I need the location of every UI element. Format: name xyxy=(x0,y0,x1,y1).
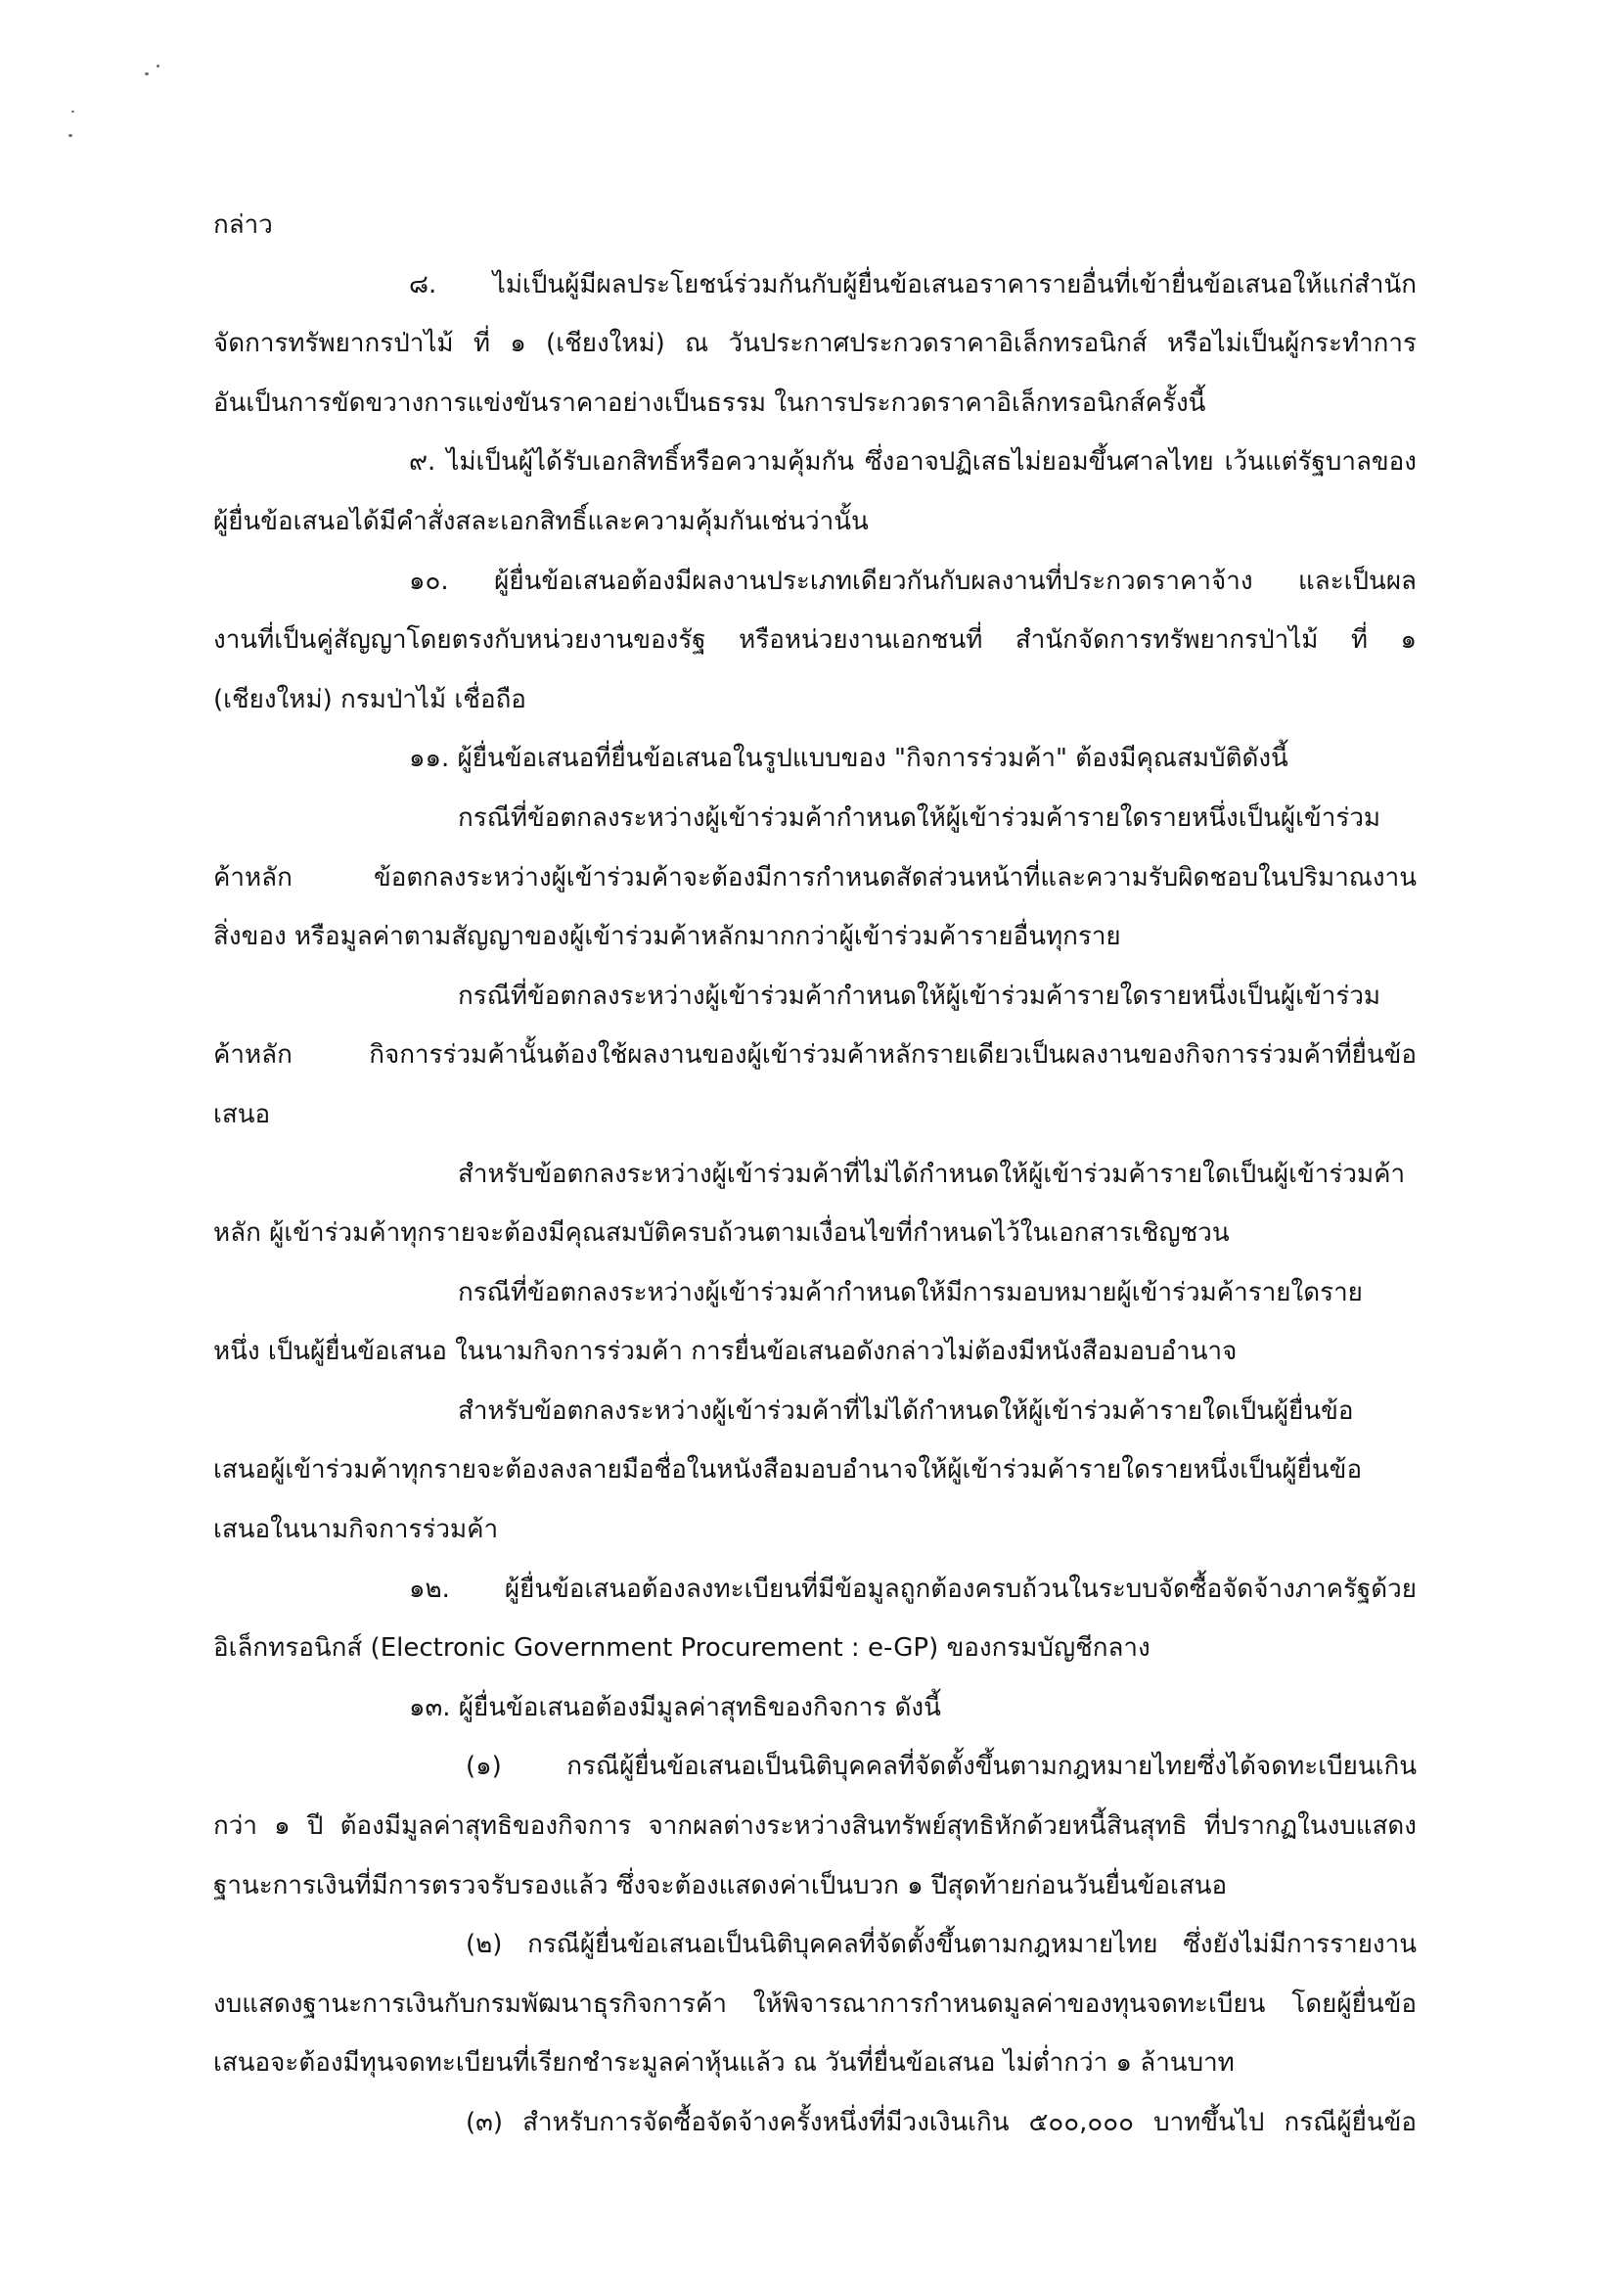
text-line: อิเล็กทรอนิกส์ (Electronic Government Procurement : e-GP) ของกรมบัญชีกลาง xyxy=(213,1633,1150,1664)
scan-speck xyxy=(68,134,72,137)
text-line: กล่าว xyxy=(213,210,273,240)
text-line: สำหรับข้อตกลงระหว่างผู้เข้าร่วมค้าที่ไม่ได้กำหนดให้ผู้เข้าร่วมค้ารายใดเป็นผู้ยื่นข้อ xyxy=(458,1395,1354,1426)
text-line: หนึ่ง เป็นผู้ยื่นข้อเสนอ ในนามกิจการร่วมค้า การยื่นข้อเสนอดังกล่าวไม่ต้องมีหนังสือมอบอำนาจ xyxy=(213,1337,1238,1367)
subclause-1-line: (๑) กรณีผู้ยื่นข้อเสนอเป็นนิติบุคคลที่จัดตั้งขึ้นตามกฎหมายไทยซึ่งได้จดทะเบียนเกิน xyxy=(466,1752,1417,1782)
text-line: จัดการทรัพยากรป่าไม้ ที่ ๑ (เชียงใหม่) ณ วันประกาศประกวดราคาอิเล็กทรอนิกส์ หรือไม่เป็นผู้กระทำการ xyxy=(213,329,1417,359)
text-line: กว่า ๑ ปี ต้องมีมูลค่าสุทธิของกิจการ จากผลต่างระหว่างสินทรัพย์สุทธิหักด้วยหนี้สินสุทธิ ที่ปรากฏในงบแสดง xyxy=(213,1811,1417,1842)
text-line: เสนอผู้เข้าร่วมค้าทุกรายจะต้องลงลายมือชื่อในหนังสือมอบอำนาจให้ผู้เข้าร่วมค้ารายใดรายหนึ่งเป็นผู้ยื่นข้อ xyxy=(213,1455,1363,1486)
text-line: สำหรับข้อตกลงระหว่างผู้เข้าร่วมค้าที่ไม่ได้กำหนดให้ผู้เข้าร่วมค้ารายใดเป็นผู้เข้าร่วมค้า xyxy=(458,1159,1406,1189)
text-line: งานที่เป็นคู่สัญญาโดยตรงกับหน่วยงานของรัฐ หรือหน่วยงานเอกชนที่ สำนักจัดการทรัพยากรป่าไม้ ที่ ๑ xyxy=(213,625,1417,656)
document-body xyxy=(213,196,1417,2153)
clause-10-line: ๑๐. ผู้ยื่นข้อเสนอต้องมีผลงานประเภทเดียวกันกับผลงานที่ประกวดราคาจ้าง และเป็นผล xyxy=(409,566,1417,596)
subclause-2-line: (๒) กรณีผู้ยื่นข้อเสนอเป็นนิติบุคคลที่จัดตั้งขึ้นตามกฎหมายไทย ซึ่งยังไม่มีการรายงาน xyxy=(466,1930,1417,1960)
text-line: ค้าหลัก กิจการร่วมค้านั้นต้องใช้ผลงานของผู้เข้าร่วมค้าหลักรายเดียวเป็นผลงานของกิจการร่วมค้าที่ยื่นข้อ xyxy=(213,1040,1417,1071)
clause-8-line: ๘. ไม่เป็นผู้มีผลประโยชน์ร่วมกันกับผู้ยื่นข้อเสนอราคารายอื่นที่เข้ายื่นข้อเสนอให้แก่สำนัก xyxy=(409,269,1417,299)
scan-speck xyxy=(145,72,149,75)
text-line: กรณีที่ข้อตกลงระหว่างผู้เข้าร่วมค้ากำหนดให้ผู้เข้าร่วมค้ารายใดรายหนึ่งเป็นผู้เข้าร่วม xyxy=(458,981,1381,1011)
clause-13-line: ๑๓. ผู้ยื่นข้อเสนอต้องมีมูลค่าสุทธิของกิจการ ดังนี้ xyxy=(409,1692,941,1722)
text-line: ฐานะการเงินที่มีการตรวจรับรองแล้ว ซึ่งจะต้องแสดงค่าเป็นบวก ๑ ปีสุดท้ายก่อนวันยื่นข้อเสนอ xyxy=(213,1870,1228,1900)
text-line: อันเป็นการขัดขวางการแข่งขันราคาอย่างเป็นธรรม ในการประกวดราคาอิเล็กทรอนิกส์ครั้งนี้ xyxy=(213,388,1206,418)
text-line: สิ่งของ หรือมูลค่าตามสัญญาของผู้เข้าร่วมค้าหลักมากกว่าผู้เข้าร่วมค้ารายอื่นทุกราย xyxy=(213,922,1121,952)
text-line: งบแสดงฐานะการเงินกับกรมพัฒนาธุรกิจการค้า ให้พิจารณาการกำหนดมูลค่าของทุนจดทะเบียน โดยผู้ยื่นข้อ xyxy=(213,1989,1417,2019)
text-line: ผู้ยื่นข้อเสนอได้มีคำสั่งสละเอกสิทธิ์และความคุ้มกันเช่นว่านั้น xyxy=(213,506,869,536)
clause-9-line: ๙. ไม่เป็นผู้ได้รับเอกสิทธิ์หรือความคุ้มกัน ซึ่งอาจปฏิเสธไม่ยอมขึ้นศาลไทย เว้นแต่รัฐบาลของ xyxy=(409,447,1417,478)
clause-11-line: ๑๑. ผู้ยื่นข้อเสนอที่ยื่นข้อเสนอในรูปแบบของ "กิจการร่วมค้า" ต้องมีคุณสมบัติดังนี้ xyxy=(409,744,1288,774)
text-line: ค้าหลัก ข้อตกลงระหว่างผู้เข้าร่วมค้าจะต้องมีการกำหนดสัดส่วนหน้าที่และความรับผิดชอบในปริมาณงาน xyxy=(213,862,1417,892)
scan-speck xyxy=(71,111,74,113)
text-line: เสนอจะต้องมีทุนจดทะเบียนที่เรียกชำระมูลค่าหุ้นแล้ว ณ วันที่ยื่นข้อเสนอ ไม่ต่ำกว่า ๑ ล้านบาท xyxy=(213,2048,1235,2079)
text-line: กรณีที่ข้อตกลงระหว่างผู้เข้าร่วมค้ากำหนดให้ผู้เข้าร่วมค้ารายใดรายหนึ่งเป็นผู้เข้าร่วม xyxy=(458,802,1381,833)
text-line: กรณีที่ข้อตกลงระหว่างผู้เข้าร่วมค้ากำหนดให้มีการมอบหมายผู้เข้าร่วมค้ารายใดราย xyxy=(458,1277,1363,1307)
text-line: เสนอในนามกิจการร่วมค้า xyxy=(213,1515,499,1545)
text-line: หลัก ผู้เข้าร่วมค้าทุกรายจะต้องมีคุณสมบัติครบถ้วนตามเงื่อนไขที่กำหนดไว้ในเอกสารเชิญชวน xyxy=(213,1218,1230,1249)
scan-speck xyxy=(157,65,159,68)
text-line: เสนอ xyxy=(213,1099,271,1129)
text-line: (เชียงใหม่) กรมป่าไม้ เชื่อถือ xyxy=(213,684,526,714)
subclause-3-line: (๓) สำหรับการจัดซื้อจัดจ้างครั้งหนึ่งที่มีวงเงินเกิน ๕๐๐,๐๐๐ บาทขึ้นไป กรณีผู้ยื่นข้อ xyxy=(466,2108,1417,2137)
clause-12-line: ๑๒. ผู้ยื่นข้อเสนอต้องลงทะเบียนที่มีข้อมูลถูกต้องครบถ้วนในระบบจัดซื้อจัดจ้างภาครัฐด้วย xyxy=(409,1574,1417,1604)
